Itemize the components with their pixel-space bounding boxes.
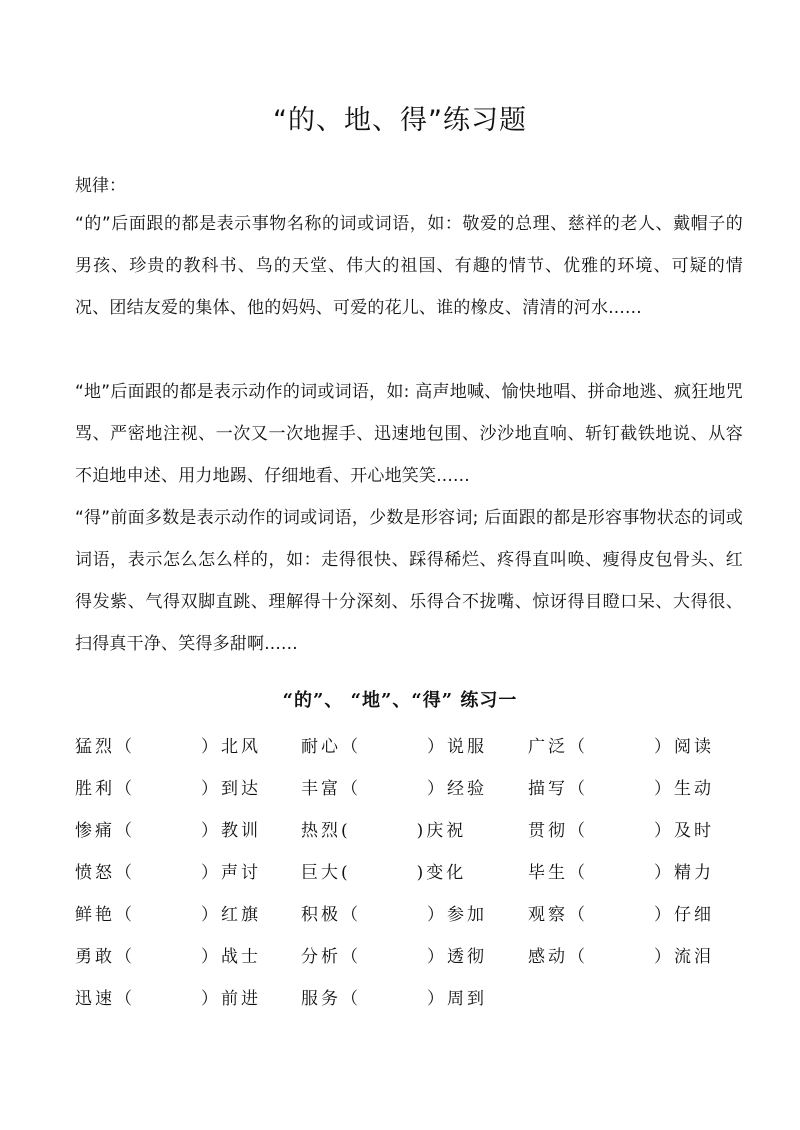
- exercise-item: [528, 898, 714, 932]
- exercise-word-after: 变化: [426, 863, 467, 883]
- exercise-row: [75, 730, 755, 772]
- exercise-word-before: 描写: [528, 779, 568, 799]
- exercise-word-before: 惨痛: [75, 821, 115, 841]
- close-paren: ): [416, 821, 427, 841]
- exercise-item: [75, 730, 261, 764]
- exercise-item: [75, 982, 261, 1016]
- exercise-word-after: 声讨: [221, 863, 261, 883]
- exercise-word-before: 热烈: [301, 821, 341, 841]
- open-paren: （: [568, 947, 588, 967]
- exercise-word-after: 阅读: [674, 737, 714, 757]
- rule-di-paragraph: “地”后面跟的都是表示动作的词或词语，如: 高声地喊、愉快地唱、拼命地逃、疯狂地咒骂、严密地注视、一次又一次地握手、迅速地包围、沙沙地直响、斩钉截铁地说、从容不迫地申述、用力地踢、仔细地看、开心地笑笑......: [75, 382, 743, 486]
- rules-label: 规律：: [75, 176, 126, 196]
- exercise-word-before: 鲜艳: [75, 905, 115, 925]
- close-paren: ）: [654, 779, 674, 799]
- exercise-grid: [75, 730, 755, 1024]
- open-paren: （: [341, 947, 361, 967]
- exercise-item: [528, 730, 714, 764]
- open-paren: （: [341, 779, 361, 799]
- exercise-item: [528, 856, 714, 890]
- exercise-item: [75, 940, 261, 974]
- exercise-word-after: 经验: [447, 779, 487, 799]
- rule-dei-paragraph: “得”前面多数是表示动作的词或词语，少数是形容词; 后面跟的都是形容事物状态的词或词语，表示怎么怎么样的，如：走得很快、踩得稀烂、疼得直叫唤、瘦得皮包骨头、红得发紫、气得双脚直跳、理解得十分深刻、乐得合不拢嘴、惊讶得目瞪口呆、大得很、扫得真干净、笑得多甜啊......: [75, 508, 743, 654]
- page-title: “的、地、得”练习题: [273, 105, 527, 136]
- exercise-row: [75, 940, 755, 982]
- open-paren: （: [568, 821, 588, 841]
- exercise-word-before: 巨大: [301, 863, 341, 883]
- open-paren: （: [115, 863, 135, 883]
- exercise-item: [75, 814, 261, 848]
- exercise-row: [75, 982, 755, 1024]
- close-paren: ）: [201, 863, 221, 883]
- exercise-word-after: 仔细: [674, 905, 714, 925]
- exercise-item: [75, 856, 261, 890]
- close-paren: ): [416, 863, 427, 883]
- close-paren: ）: [654, 821, 674, 841]
- open-paren: （: [115, 947, 135, 967]
- close-paren: ）: [201, 821, 221, 841]
- close-paren: ）: [201, 737, 221, 757]
- exercise-item: [301, 856, 466, 890]
- exercise-word-after: 生动: [674, 779, 714, 799]
- open-paren: （: [115, 989, 135, 1009]
- close-paren: ）: [654, 737, 674, 757]
- open-paren: （: [115, 737, 135, 757]
- close-paren: ）: [427, 737, 447, 757]
- rule-de-paragraph: “的”后面跟的都是表示事物名称的词或词语，如：敬爱的总理、慈祥的老人、戴帽子的男孩、珍贵的教科书、鸟的天堂、伟大的祖国、有趣的情节、优雅的环境、可疑的情况、团结友爱的集体、他的妈妈、可爱的花儿、谁的橡皮、清清的河水......: [75, 214, 743, 318]
- close-paren: ）: [427, 947, 447, 967]
- open-paren: （: [568, 737, 588, 757]
- exercise-row: [75, 898, 755, 940]
- exercise-word-before: 勇敢: [75, 947, 115, 967]
- exercise-word-before: 观察: [528, 905, 568, 925]
- open-paren: （: [568, 905, 588, 925]
- exercise-word-after: 及时: [674, 821, 714, 841]
- open-paren: (: [341, 863, 351, 883]
- close-paren: ）: [427, 779, 447, 799]
- exercise-word-after: 庆祝: [426, 821, 467, 841]
- exercise-word-before: 贯彻: [528, 821, 568, 841]
- exercise-word-before: 猛烈: [75, 737, 115, 757]
- open-paren: （: [341, 905, 361, 925]
- exercise-word-before: 耐心: [301, 737, 341, 757]
- open-paren: （: [341, 737, 361, 757]
- exercise-word-before: 迅速: [75, 989, 115, 1009]
- exercise-word-after: 教训: [221, 821, 261, 841]
- open-paren: （: [115, 779, 135, 799]
- open-paren: （: [568, 863, 588, 883]
- close-paren: ）: [201, 905, 221, 925]
- close-paren: ）: [201, 779, 221, 799]
- exercise-item: [301, 898, 487, 932]
- close-paren: ）: [654, 905, 674, 925]
- close-paren: ）: [654, 947, 674, 967]
- exercise-item: [528, 772, 714, 806]
- exercise-row: [75, 814, 755, 856]
- exercise-word-after: 周到: [447, 989, 487, 1009]
- exercise-word-before: 丰富: [301, 779, 341, 799]
- close-paren: ）: [201, 947, 221, 967]
- exercise-word-before: 毕生: [528, 863, 568, 883]
- exercise-item: [301, 814, 466, 848]
- close-paren: ）: [654, 863, 674, 883]
- exercise-word-after: 北风: [221, 737, 261, 757]
- exercise-word-before: 愤怒: [75, 863, 115, 883]
- exercise-item: [301, 772, 487, 806]
- exercise-item: [301, 982, 487, 1016]
- exercise-word-after: 红旗: [221, 905, 261, 925]
- exercise-row: [75, 856, 755, 898]
- exercise-item: [528, 940, 714, 974]
- exercise-word-before: 感动: [528, 947, 568, 967]
- exercise-word-before: 服务: [301, 989, 341, 1009]
- exercise-word-before: 广泛: [528, 737, 568, 757]
- exercise-word-after: 流泪: [674, 947, 714, 967]
- close-paren: ）: [427, 905, 447, 925]
- exercise-word-after: 说服: [447, 737, 487, 757]
- open-paren: （: [115, 821, 135, 841]
- exercise-item: [75, 772, 261, 806]
- exercise-word-before: 分析: [301, 947, 341, 967]
- close-paren: ）: [201, 989, 221, 1009]
- open-paren: （: [568, 779, 588, 799]
- exercise-word-before: 胜利: [75, 779, 115, 799]
- open-paren: （: [341, 989, 361, 1009]
- exercise-item: [301, 730, 487, 764]
- exercise-row: [75, 772, 755, 814]
- exercise-word-after: 到达: [221, 779, 261, 799]
- close-paren: ）: [427, 989, 447, 1009]
- exercise-word-before: 积极: [301, 905, 341, 925]
- exercise-word-after: 精力: [674, 863, 714, 883]
- exercise-word-after: 战士: [221, 947, 261, 967]
- exercise-word-after: 参加: [447, 905, 487, 925]
- exercise-title: “的”、 “地”、“得” 练习一: [282, 690, 518, 711]
- exercise-item: [75, 898, 261, 932]
- exercise-word-after: 前进: [221, 989, 261, 1009]
- open-paren: （: [115, 905, 135, 925]
- exercise-word-after: 透彻: [447, 947, 487, 967]
- exercise-item: [301, 940, 487, 974]
- open-paren: (: [341, 821, 351, 841]
- exercise-item: [528, 814, 714, 848]
